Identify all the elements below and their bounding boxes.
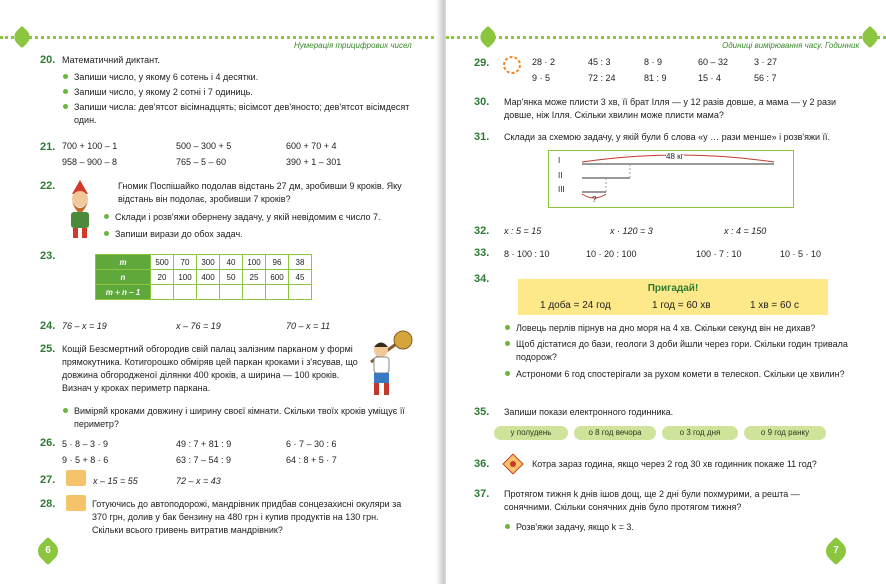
ex-number: 30.	[474, 96, 490, 108]
table-cell	[243, 285, 266, 300]
ex36-text: Котра зараз година, якщо через 2 год 30 хв годинник покаже 11 год?	[532, 459, 817, 469]
table-cell	[151, 285, 174, 300]
expression: 15 · 4	[698, 73, 722, 83]
remind-title: Пригадай!	[647, 283, 699, 294]
ex-number: 20.	[40, 54, 56, 66]
ex-number: 37.	[474, 488, 490, 500]
equation: 70 – x = 11	[286, 321, 331, 331]
equation: 76 – x = 19	[62, 321, 107, 331]
running-header: Одиниці вимірювання часу. Годинник	[722, 41, 860, 50]
table-cell: 100	[174, 270, 197, 285]
remind-box	[518, 279, 828, 315]
ex-number: 29.	[474, 57, 490, 69]
table-cell: 40	[220, 255, 243, 270]
time-pill: о 8 год вечора	[574, 426, 656, 440]
list-item: Астрономи 6 год спостерігали за рухом комети в телескоп. Скільки це хвилин?	[504, 368, 876, 381]
ex-number: 32.	[474, 225, 490, 237]
ex25-text: Кощій Безсмертний обгородив свій палац залізним парканом у формі прямокутника. Котигорошко обміряв цей паркан кроками і з'ясував, що довжина обгородженої ділянки 400 кроків, а ширина — 100 кроків. Визнач у кроках периметр паркана.	[62, 344, 358, 393]
scheme-label: I	[558, 156, 561, 165]
table-cell: 20	[151, 270, 174, 285]
ex-number: 28.	[40, 498, 56, 510]
expression: 64 : 8 + 5 · 7	[286, 455, 337, 465]
time-pill: о 3 год дня	[662, 426, 738, 440]
ex-number: 25.	[40, 343, 56, 355]
expression: 9 · 5 + 8 · 6	[62, 455, 109, 465]
expression: 390 + 1 – 301	[286, 157, 342, 167]
running-header: Нумерація трицифрових чисел	[294, 41, 412, 50]
list-item: Запиши числа: дев'ятсот вісімнадцять; вісімсот дев'яносто; дев'ятсот вісімдесят один.	[62, 101, 434, 126]
leaf-icon	[11, 26, 34, 49]
scheme-unknown: ?	[592, 195, 597, 204]
table-cell: 300	[197, 255, 220, 270]
list-item: Запиши число, у якому 2 сотні і 7 одиниць.	[62, 86, 434, 99]
expression: 3 · 27	[754, 57, 778, 67]
table-cell	[174, 285, 197, 300]
ex-number: 24.	[40, 320, 56, 332]
row-label: n	[96, 270, 151, 285]
row-label: m + n – 1	[96, 285, 151, 300]
row-label: m	[96, 255, 151, 270]
list-item: Запиши вирази до обох задач.	[103, 228, 435, 241]
decor-line	[0, 36, 440, 39]
table-cell: 400	[197, 270, 220, 285]
expression: 60 – 32	[698, 57, 729, 67]
time-fact: 1 доба = 24 год	[540, 300, 611, 311]
values-table	[95, 254, 312, 300]
ex28-text: Готуючись до автоподорожі, мандрівник придбав сонцезахисні окуляри за 370 грн, долив у бак бензину на 480 грн і купив продуктів на 130 грн. Скільки всього гривень витратив мандрівник?	[92, 499, 402, 535]
list-item: Склади і розв'яжи обернену задачу, у якій невідомим є число 7.	[103, 211, 435, 224]
scheme-total: 48 кг	[666, 152, 684, 161]
scheme-label: II	[558, 171, 563, 180]
expression: 600 + 70 + 4	[286, 141, 337, 151]
equation: x : 4 = 150	[724, 226, 767, 236]
equation: x – 76 = 19	[176, 321, 221, 331]
leaf-icon	[859, 26, 882, 49]
table-cell	[289, 285, 312, 300]
flower-icon	[500, 53, 524, 77]
ex37-text: Протягом тижня k днів ішов дощ, ще 2 дні були похмурими, а решта — сонячними. Скільки сонячних днів було протягом тижня?	[504, 489, 800, 512]
right-page	[446, 0, 886, 584]
expression: 63 : 7 – 54 : 9	[176, 455, 232, 465]
ex22-text: Гномик Поспішайко подолав відстань 27 дм, зробивши 9 кроків. Яку відстань він подолає, зробивши 7 кроків?	[118, 181, 402, 204]
expression: 28 · 2	[532, 57, 556, 67]
expression: 958 – 900 – 8	[62, 157, 118, 167]
expression: 10 · 20 : 100	[586, 249, 637, 259]
table-cell	[220, 285, 243, 300]
expression: 500 – 300 + 5	[176, 141, 232, 151]
expression: 8 · 9	[644, 57, 663, 67]
scheme-label: III	[558, 185, 565, 194]
table-cell: 25	[243, 270, 266, 285]
list-item: Ловець перлів пірнув на дно моря на 4 хв. Скільки секунд він не дихав?	[504, 322, 876, 335]
list-item: Запиши число, у якому 6 сотень і 4 десятки.	[62, 71, 434, 84]
ex-number: 33.	[474, 247, 490, 259]
boy-with-mace-illustration	[365, 330, 415, 400]
expression: 8 · 100 : 10	[504, 249, 550, 259]
expression: 100 · 7 : 10	[696, 249, 742, 259]
equation: x · 120 = 3	[610, 226, 653, 236]
table-cell: 500	[151, 255, 174, 270]
ex35-text: Запиши покази електронного годинника.	[504, 407, 674, 417]
table-cell: 38	[289, 255, 312, 270]
list-item: Щоб дістатися до бази, геологи 3 доби йшли через гори. Скільки годин тривала подорож?	[504, 338, 876, 363]
ex-number: 23.	[40, 250, 56, 262]
expression: 6 · 7 – 30 : 6	[286, 439, 337, 449]
ex-number: 36.	[474, 458, 490, 470]
table-cell: 70	[174, 255, 197, 270]
table-cell	[197, 285, 220, 300]
expression: 5 · 8 – 3 · 9	[62, 439, 109, 449]
equation: x – 15 = 55	[93, 476, 138, 486]
ex-number: 34.	[474, 273, 490, 285]
page-number: 6	[45, 545, 51, 556]
ex30-text: Мар'янка може плисти 3 хв, її брат Ілля — у 12 разів довше, а мама — у 2 рази довше, ніж Ілля. Скільки хвилин може плисти мама?	[504, 97, 837, 120]
expression: 700 + 100 – 1	[62, 141, 118, 151]
target-icon	[502, 453, 524, 475]
expression: 9 · 5	[532, 73, 551, 83]
table-cell: 50	[220, 270, 243, 285]
expression: 56 : 7	[754, 73, 777, 83]
time-pill: у полудень	[494, 426, 568, 440]
table-cell: 100	[243, 255, 266, 270]
expression: 45 : 3	[588, 57, 611, 67]
ex-number: 27.	[40, 474, 56, 486]
ex31-text: Склади за схемою задачу, у якій були б слова «у … рази менше» і розв'яжи її.	[504, 132, 831, 142]
expression: 10 · 5 · 10	[780, 249, 822, 259]
ex-number: 22.	[40, 180, 56, 192]
decor-line	[446, 36, 886, 39]
list-item: Виміряй кроками довжину і ширину своєї кімнати. Скільки твоїх кроків уміщує її периметр?	[62, 405, 424, 430]
ex20-title: Математичний диктант.	[62, 55, 160, 65]
ex-number: 31.	[474, 131, 490, 143]
ex-number: 21.	[40, 141, 56, 153]
house-icon	[66, 495, 86, 511]
expression: 81 : 9	[644, 73, 667, 83]
page-number: 7	[833, 545, 839, 556]
time-pill: о 9 год ранку	[744, 426, 826, 440]
expression: 72 : 24	[588, 73, 616, 83]
list-item: Розв'яжи задачу, якщо k = 3.	[504, 521, 816, 534]
equation: x : 5 = 15	[504, 226, 542, 236]
equation: 72 – x = 43	[176, 476, 221, 486]
leaf-icon	[477, 26, 500, 49]
table-cell: 45	[289, 270, 312, 285]
time-fact: 1 год = 60 хв	[652, 300, 711, 311]
time-fact: 1 хв = 60 с	[750, 300, 799, 311]
expression: 49 : 7 + 81 : 9	[176, 439, 232, 449]
ex-number: 35.	[474, 406, 490, 418]
table-cell: 96	[266, 255, 289, 270]
table-cell: 600	[266, 270, 289, 285]
gnome-illustration	[62, 180, 96, 242]
house-icon	[66, 470, 86, 486]
left-page	[0, 0, 440, 584]
table-cell	[266, 285, 289, 300]
ex-number: 26.	[40, 437, 56, 449]
expression: 765 – 5 – 60	[176, 157, 227, 167]
